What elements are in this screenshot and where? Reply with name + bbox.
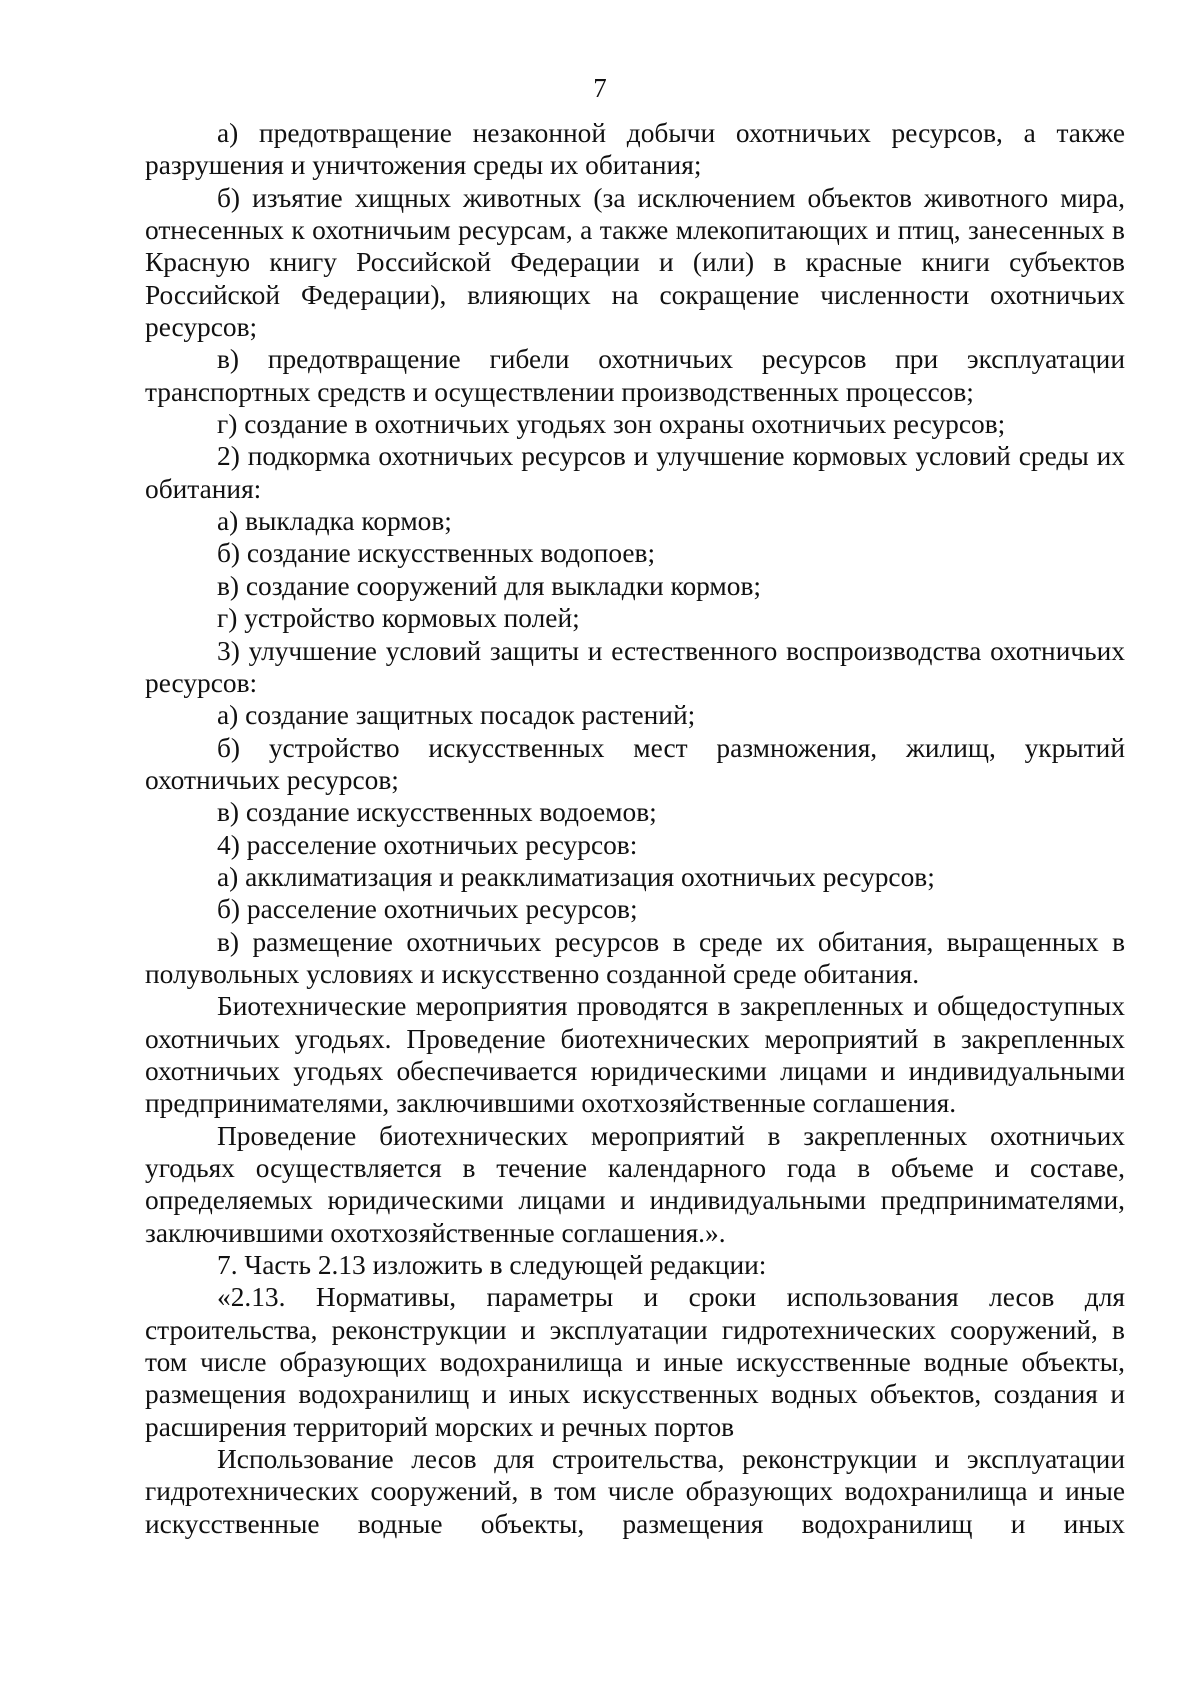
paragraph-section-2-13: «2.13. Нормативы, параметры и сроки использования лесов для строительства, реконструкции и эксплуатации гидротехнических сооружений, в том числе образующих водохранилища и иные искусственные водные объекты, размещения водохранилищ и иных искусственных водных объектов, создания и расширения территорий морских и речных портов (145, 1282, 1125, 1442)
paragraph-1b: б) изъятие хищных животных (за исключением объектов животного мира, отнесенных к охотничьим ресурсам, а также млекопитающих и птиц, занесенных в Красную книгу Российской Федерации и (или) в красные книги субъектов Российской Федерации), влияющих на сокращение численности охотничьих ресурсов; (145, 182, 1125, 343)
paragraph-3a: а) создание защитных посадок растений; (217, 700, 696, 731)
paragraph-4a: а) акклиматизация и реакклиматизация охотничьих ресурсов; (217, 861, 935, 892)
page-number: 7 (593, 73, 607, 103)
paragraph-2g: г) устройство кормовых полей; (217, 603, 580, 634)
paragraph-2a: а) выкладка кормов; (217, 506, 452, 537)
paragraph-2v: в) создание сооружений для выкладки кормов; (217, 570, 761, 601)
paragraph-3: 3) улучшение условий защиты и естественного воспроизводства охотничьих ресурсов: (145, 635, 1125, 698)
paragraph-1g: г) создание в охотничьих угодьях зон охраны охотничьих ресурсов; (217, 409, 1006, 440)
paragraph-4: 4) расселение охотничьих ресурсов: (217, 829, 638, 860)
paragraph-4v: в) размещение охотничьих ресурсов в среде их обитания, выращенных в полувольных условиях и искусственно созданной среде обитания. (145, 926, 1125, 989)
paragraph-1a: а) предотвращение незаконной добычи охотничьих ресурсов, а также разрушения и уничтожения среды их обитания; (145, 118, 1125, 181)
paragraph-biotech-conduct: Проведение биотехнических мероприятий в закрепленных охотничьих угодьях осуществляется в течение календарного года в объеме и составе, определяемых юридическими лицами и индивидуальными предпринимателями, заключившими охотхозяйственные соглашения.». (145, 1120, 1125, 1248)
paragraph-2: 2) подкормка охотничьих ресурсов и улучшение кормовых условий среды их обитания: (145, 441, 1125, 504)
paragraph-3v: в) создание искусственных водоемов; (217, 797, 657, 828)
paragraph-1v: в) предотвращение гибели охотничьих ресурсов при эксплуатации транспортных средств и осуществлении производственных процессов; (145, 344, 1125, 407)
paragraph-2b: б) создание искусственных водопоев; (217, 538, 656, 569)
paragraph-forest-use: Использование лесов для строительства, реконструкции и эксплуатации гидротехнических сооружений, в том числе образующих водохранилища и иные искусственные водные объекты, размещения водохранилищ и иных (145, 1444, 1125, 1539)
paragraph-biotech-general: Биотехнические мероприятия проводятся в закрепленных и общедоступных охотничьих угодьях. Проведение биотехнических мероприятий в закрепленных охотничьих угодьях обеспечивается юридическими лицами и индивидуальными предпринимателями, заключившими охотхозяйственные соглашения. (145, 991, 1125, 1119)
paragraph-4b: б) расселение охотничьих ресурсов; (217, 894, 638, 925)
paragraph-3b: б) устройство искусственных мест размножения, жилищ, укрытий охотничьих ресурсов; (145, 732, 1125, 795)
document-body (145, 117, 1125, 1540)
paragraph-item-7: 7. Часть 2.13 изложить в следующей редакции: (217, 1250, 767, 1281)
